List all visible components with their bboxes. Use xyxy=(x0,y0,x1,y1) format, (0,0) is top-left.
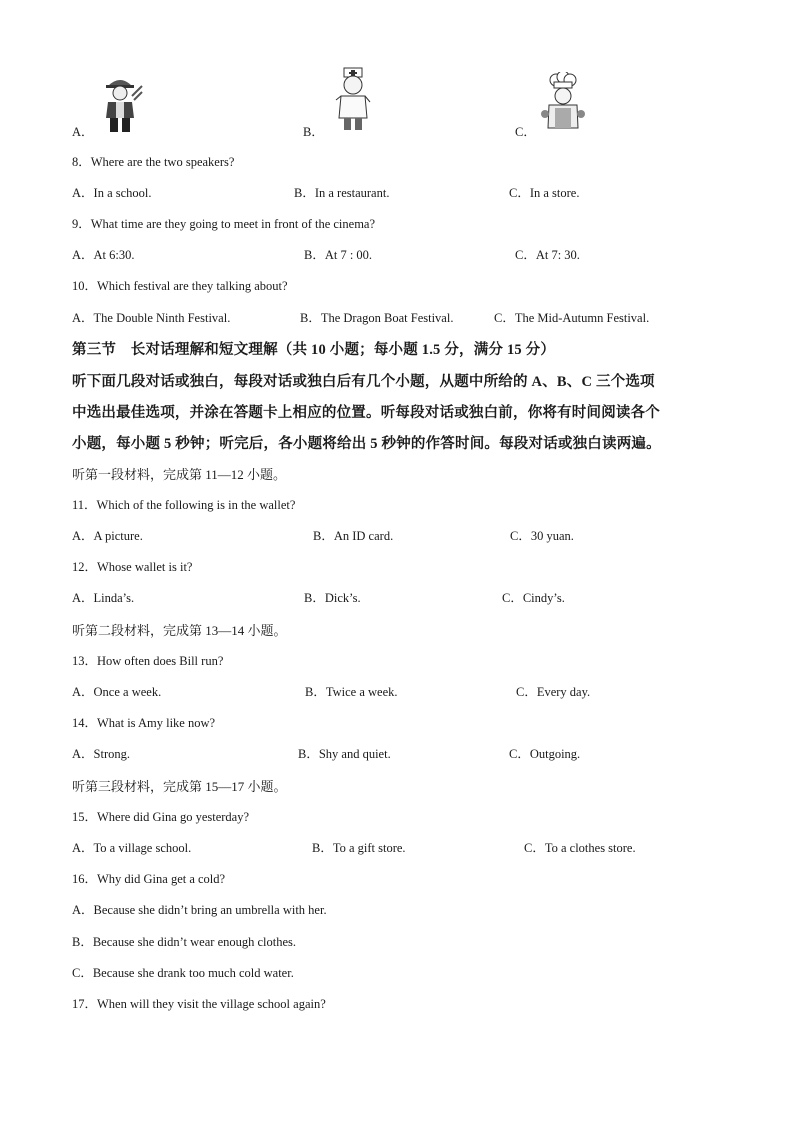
pic-option-a-label: A． xyxy=(72,125,94,139)
q15-option-c[interactable]: C．To a clothes store. xyxy=(524,841,636,855)
question-8: 8．Where are the two speakers? xyxy=(72,155,235,169)
q11-option-b[interactable]: B．An ID card. xyxy=(313,529,394,543)
q12-option-c[interactable]: C．Cindy’s. xyxy=(502,591,565,605)
q12-option-b[interactable]: B．Dick’s. xyxy=(304,591,361,605)
question-12: 12．Whose wallet is it? xyxy=(72,560,193,574)
worker-figure-icon xyxy=(98,72,144,134)
q9-option-a[interactable]: A．At 6:30. xyxy=(72,248,135,262)
q13-option-c[interactable]: C．Every day. xyxy=(516,685,591,699)
q10-option-b[interactable]: B．The Dragon Boat Festival. xyxy=(300,311,454,325)
part1-header: 听第一段材料，完成第 11—12 小题。 xyxy=(72,467,287,482)
q13-option-a[interactable]: A．Once a week. xyxy=(72,685,162,699)
section3-instruction-line: 中选出最佳选项，并涂在答题卡上相应的位置。听每段对话或独白前，你将有时间阅读各个 xyxy=(72,405,660,421)
q16-option-b[interactable]: B．Because she didn’t wear enough clothes. xyxy=(72,935,297,949)
q16-option-a[interactable]: A．Because she didn’t bring an umbrella with her. xyxy=(72,903,327,917)
q10-option-c[interactable]: C．The Mid-Autumn Festival. xyxy=(494,311,650,325)
question-14: 14．What is Amy like now? xyxy=(72,716,216,730)
q13-option-b[interactable]: B．Twice a week. xyxy=(305,685,398,699)
question-11: 11．Which of the following is in the wallet? xyxy=(72,498,296,512)
question-16: 16．Why did Gina get a cold? xyxy=(72,872,226,886)
q14-option-c[interactable]: C．Outgoing. xyxy=(509,747,581,761)
section3-instruction-line: 听下面几段对话或独白，每段对话或独白后有几个小题，从题中所给的 A、B、C 三个选项 xyxy=(72,374,655,390)
q9-option-b[interactable]: B．At 7 : 00. xyxy=(304,248,373,262)
q14-option-b[interactable]: B．Shy and quiet. xyxy=(298,747,391,761)
part2-header: 听第二段材料，完成第 13—14 小题。 xyxy=(72,623,287,638)
q8-option-b[interactable]: B．In a restaurant. xyxy=(294,186,390,200)
doctor-figure-icon xyxy=(332,66,374,132)
pic-option-c-label: C． xyxy=(515,125,536,139)
question-13: 13．How often does Bill run? xyxy=(72,654,224,668)
q16-option-c[interactable]: C．Because she drank too much cold water. xyxy=(72,966,294,980)
chef-figure-icon xyxy=(540,72,586,134)
part3-header: 听第三段材料，完成第 15—17 小题。 xyxy=(72,779,287,794)
q9-option-c[interactable]: C．At 7: 30. xyxy=(515,248,580,262)
question-15: 15．Where did Gina go yesterday? xyxy=(72,810,250,824)
q11-option-c[interactable]: C．30 yuan. xyxy=(510,529,574,543)
pic-option-b-label: B． xyxy=(303,125,324,139)
question-9: 9．What time are they going to meet in front of the cinema? xyxy=(72,217,376,231)
q8-option-c[interactable]: C．In a store. xyxy=(509,186,580,200)
section3-instruction-line: 小题，每小题 5 秒钟；听完后，各小题将给出 5 秒钟的作答时间。每段对话或独白读两遍。 xyxy=(72,436,661,452)
q14-option-a[interactable]: A．Strong. xyxy=(72,747,130,761)
section3-title: 第三节 长对话理解和短文理解（共 10 小题；每小题 1.5 分，满分 15 分） xyxy=(72,342,556,358)
q15-option-b[interactable]: B．To a gift store. xyxy=(312,841,406,855)
q11-option-a[interactable]: A．A picture. xyxy=(72,529,143,543)
question-17: 17．When will they visit the village school again? xyxy=(72,997,326,1011)
q15-option-a[interactable]: A．To a village school. xyxy=(72,841,192,855)
question-10: 10．Which festival are they talking about? xyxy=(72,279,288,293)
q12-option-a[interactable]: A．Linda’s. xyxy=(72,591,135,605)
q8-option-a[interactable]: A．In a school. xyxy=(72,186,152,200)
q10-option-a[interactable]: A．The Double Ninth Festival. xyxy=(72,311,231,325)
